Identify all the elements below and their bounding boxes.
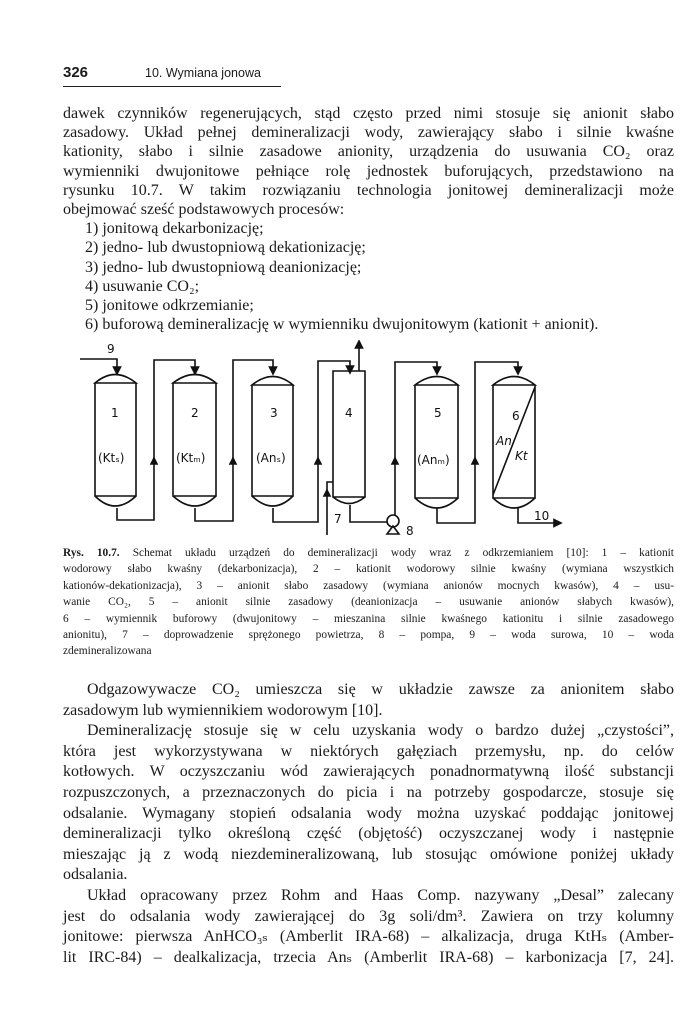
text-line: mieszając ją z wodą niezdemineralizowaną, lub stosując omówione poniżej układy xyxy=(63,845,674,863)
vessel-2 xyxy=(173,375,216,507)
body-text xyxy=(63,680,674,968)
label-air: 7 xyxy=(334,512,342,526)
text-line: która jest wykorzystywana w niektórych gałęziach przemysłu, np. do celów xyxy=(63,742,674,760)
figure-id: Rys. 10.7. xyxy=(63,547,120,559)
vessel-label: (Ktₛ) xyxy=(98,451,125,465)
demineralization-diagram xyxy=(80,340,690,540)
text-line: dawek czynników regenerujących, stąd często przed nimi stosuje się anionit słabo xyxy=(63,105,674,122)
caption-line: anionitu), 7 – doprowadzenie sprężonego powietrza, 8 – pompa, 9 – woda surowa, 10 – woda xyxy=(63,628,674,641)
text-line: odsalanie. Wymagany stopień odsalania wody można uzyskać poddając jonitowej xyxy=(63,804,674,822)
caption-line: wanie CO₂, 5 – anionit silnie zasadowy (deanionizacja – usuwanie anionów słabych kwasów), xyxy=(63,596,674,609)
list-item: 6) buforową demineralizację w wymienniku dwujonitowym (kationit + anionit). xyxy=(85,316,599,334)
text-line: Układ opracowany przez Rohm and Haas Comp. nazywany „Desal” zalecany xyxy=(87,886,674,904)
vessel-1 xyxy=(95,375,136,507)
vessel-number: 5 xyxy=(434,406,442,420)
list-item: 2) jedno- lub dwustopniową dekationizację; xyxy=(85,239,366,257)
vessel-label: (Anₛ) xyxy=(256,451,286,465)
text-line: lit IRC-84) – dealkalizacja, trzecia Anₛ (Amberlit IRA-68) – karbonizacja [7, 24]. xyxy=(63,948,674,966)
running-header xyxy=(63,64,281,87)
text-line: demineralizacji tylko określoną część (objętość) oczyszczanej wody i następnie xyxy=(63,825,674,843)
vessel-number: 3 xyxy=(270,406,278,420)
label-pump: 8 xyxy=(406,524,414,538)
caption-line: wodorowy słabo kwaśny (dekarbonizacja), 2 – kationit wodorowy silnie kwaśny (wymiana wszystkich xyxy=(63,563,674,576)
caption-line: zdemineralizowana xyxy=(63,645,152,658)
vessel-number: 6 xyxy=(512,409,520,423)
text-line: kationity, słabo i silnie zasadowe anionity, urządzenia do usuwania CO₂ oraz xyxy=(63,143,674,161)
vessel-3 xyxy=(252,377,293,507)
vessel-5 xyxy=(415,377,458,509)
vessel-number: 2 xyxy=(191,406,199,420)
label-product: 10 xyxy=(534,509,550,523)
caption-line: Schemat układu urządzeń do demineralizacji wody wraz z odkrzemianiem [10]: 1 – kationit xyxy=(132,547,674,559)
label-raw-water: 9 xyxy=(107,342,115,356)
degasser-column-4 xyxy=(333,371,365,504)
list-item: 4) usuwanie CO₂; xyxy=(85,277,200,295)
figure-caption xyxy=(63,545,674,660)
vessel-label: (Anₘ) xyxy=(417,453,450,467)
chapter-title: 10. Wymiana jonowa xyxy=(145,66,261,80)
text-line: wymienniki dwujonitowe pełniące rolę jednostek buforujących, przedstawiono na xyxy=(63,162,674,180)
vessel-label: (Ktₘ) xyxy=(176,451,206,465)
text-line: kotłowych. W oczyszczaniu wód zawierających ponadnormatywną ilość substancji xyxy=(63,763,674,781)
text-line: jest do odsalania wody zawierającej do 3g soli/dm³. Zawiera on trzy kolumny xyxy=(63,907,674,925)
text-line: Demineralizację stosuje się w celu uzyskania wody o bardzo dużej „czystości”, xyxy=(87,722,674,740)
text-line: obejmować sześć podstawowych procesów: xyxy=(63,200,345,218)
text-line: zasadowy. Układ pełnej demineralizacji wody, zawierający słabo i silnie kwaśne xyxy=(63,124,674,142)
raw-water-inlet xyxy=(80,359,117,371)
text-line: Odgazowywacze CO₂ umieszcza się w układzie zawsze za anionitem słabo xyxy=(87,681,674,698)
caption-line: 6 – wymiennik buforowy (dwujonitowy – mieszanina silnie kwaśnego kationitu i silnie zasadowego xyxy=(63,612,674,625)
caption-line: kationów-dekationizacja), 3 – anionit słabo zasadowy (wymiana anionów mocnych kwasów), 4 – usu- xyxy=(63,579,674,592)
list-item: 5) jonitowe odkrzemianie; xyxy=(85,296,254,314)
vessel-number: 1 xyxy=(111,406,119,420)
text-line: zasadowym lub wymiennikiem wodorowym [10]. xyxy=(63,701,383,719)
page-number: 326 xyxy=(63,64,89,81)
list-item: 3) jedno- lub dwustopniową deanionizację; xyxy=(85,258,362,276)
text-line: odsalania. xyxy=(63,866,128,884)
text-line: rysunku 10.7. W takim rozwiązaniu technologia jonitowej demineralizacji może xyxy=(63,181,674,199)
vessel-label-cation: Kt xyxy=(515,449,528,463)
air-inlet xyxy=(327,482,333,535)
text-line: rozpuszczonych, a przeznaczonych do picia i na potrzeby gospodarcze, stosuje się xyxy=(63,783,674,801)
text-line: jonitowe: pierwsza AnHCO₃ₛ (Amberlit IRA-68) – alkalizacja, druga KtHₛ (Amber- xyxy=(63,928,674,946)
vessel-label-anion: An xyxy=(496,434,512,448)
vessel-number: 4 xyxy=(345,406,353,420)
paragraph-intro xyxy=(63,104,674,334)
list-item: 1) jonitową dekarbonizację; xyxy=(85,220,264,238)
